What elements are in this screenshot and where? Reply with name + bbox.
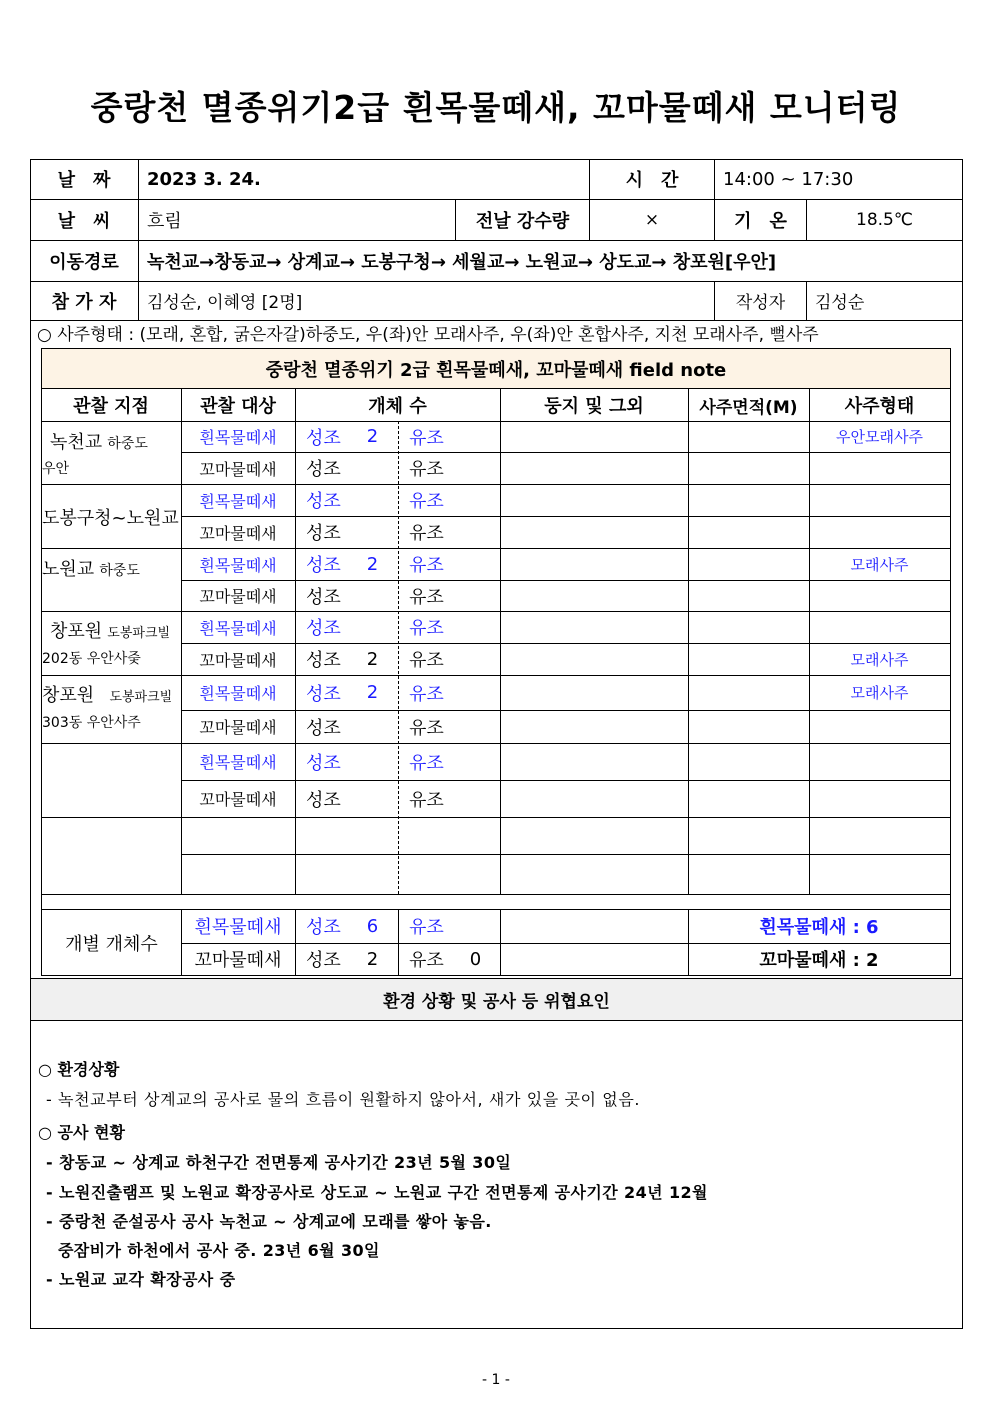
totals-species-white-throated: 흰목물떼새 (194, 917, 282, 938)
participants-label: 참 가 자 (51, 291, 117, 313)
juvenile-label: 유조 (409, 650, 444, 671)
time-label: 시 간 (625, 170, 679, 191)
sandbar-type: 모래사주 (850, 650, 909, 669)
juvenile-label: 유조 (409, 491, 444, 512)
totals-juvenile-a: 유조 (409, 917, 444, 938)
col-type: 사주형태 (844, 396, 915, 417)
env-item: - 녹천교부터 상계교의 공사로 물의 흐름이 원활하지 않아서, 새가 있을 곳이 없음. (46, 1090, 641, 1109)
species-white-throated: 흰목물떼새 (199, 618, 277, 638)
sandbar-type: 모래사주 (850, 684, 909, 702)
species-white-throated: 흰목물떼새 (199, 428, 277, 447)
rain-value: × (644, 209, 660, 230)
adult-label: 성조 (306, 752, 341, 774)
juvenile-label: 유조 (409, 586, 444, 608)
species-little-ringed: 꼬마물떼새 (199, 587, 277, 606)
adult-label: 성조 (306, 717, 341, 739)
adult-label: 성조 (306, 491, 341, 512)
totals-adult-b: 성조 2 (306, 948, 379, 971)
juvenile-label: 유조 (409, 459, 444, 480)
species-white-throated: 흰목물떼새 (199, 491, 277, 511)
temp-label: 기 온 (734, 210, 787, 232)
juvenile-label: 유조 (409, 427, 444, 449)
route-value: 녹천교→창동교→ 상계교→ 도봉구청→ 세월교→ 노원교→ 상도교→ 창포원[우안] (147, 251, 777, 273)
construction-item: - 노원교 교각 확장공사 중 (46, 1270, 236, 1289)
construction-heading: ○ 공사 현황 (38, 1123, 125, 1142)
adult-label: 성조 2 (306, 682, 379, 705)
temp-value: 18.5℃ (856, 209, 913, 230)
env-heading: ○ 환경상황 (38, 1060, 120, 1079)
col-area: 사주면적(M) (699, 397, 798, 418)
adult-label: 성조 2 (306, 426, 379, 449)
time-value: 14:00 ~ 17:30 (723, 168, 854, 190)
species-little-ringed: 꼬마물떼새 (199, 790, 277, 809)
route-label: 이동경로 (49, 251, 119, 273)
adult-label: 성조 (306, 586, 341, 608)
col-nest: 둥지 및 그외 (544, 396, 644, 417)
site-dobong-nowon: 도봉구청~노원교 (42, 507, 179, 529)
juvenile-label: 유조 (409, 555, 444, 576)
site-changpowon-202: 창포원 도봉파크빌 202동 우안사줒 (42, 621, 171, 667)
field-note-title: 중랑천 멸종위기 2급 흰목물떼새, 꼬마물떼새 field note (265, 359, 727, 381)
author-label: 작성자 (735, 293, 786, 313)
rain-label: 전날 강수량 (475, 210, 570, 232)
date-label: 날 짜 (57, 170, 111, 191)
juvenile-label: 유조 (409, 683, 444, 705)
adult-label: 성조 (306, 459, 341, 480)
species-white-throated: 흰목물떼새 (199, 753, 277, 772)
species-white-throated: 흰목물떼새 (199, 684, 277, 703)
adult-label: 성조 2 (306, 648, 379, 671)
species-little-ringed: 꼬마물떼새 (199, 523, 277, 543)
totals-species-little-ringed: 꼬마물떼새 (194, 950, 282, 971)
col-target: 관찰 대상 (200, 396, 276, 417)
summary-white-throated: 흰목물떼새 : 6 (759, 917, 879, 938)
juvenile-label: 유조 (409, 717, 444, 739)
adult-label: 성조 (306, 789, 341, 811)
adult-label: 성조 2 (306, 553, 379, 576)
species-little-ringed: 꼬마물떼새 (199, 650, 277, 670)
juvenile-label: 유조 (409, 789, 444, 811)
threats-title: 환경 상황 및 공사 등 위협요인 (383, 992, 610, 1012)
weather-label: 날 씨 (57, 210, 111, 232)
site-changpowon-303: 창포원 도봉파크빌 303동 우안사주 (42, 685, 173, 731)
species-little-ringed: 꼬마물떼새 (199, 718, 277, 737)
species-little-ringed: 꼬마물떼새 (199, 459, 277, 479)
summary-little-ringed: 꼬마물떼새 : 2 (759, 950, 879, 971)
participants-value: 김성순, 이혜영 [2명] (147, 293, 303, 313)
construction-item: - 중랑천 준설공사 공사 녹천교 ~ 상계교에 모래를 쌓아 놓음. (46, 1212, 492, 1231)
totals-juvenile-b: 유조 0 (409, 948, 482, 971)
construction-item: 중잠비가 하천에서 공사 중. 23년 6월 30일 (46, 1241, 380, 1260)
juvenile-label: 유조 (409, 752, 444, 774)
construction-item: - 창동교 ~ 상계교 하천구간 전면통제 공사기간 23년 5월 30일 (46, 1153, 512, 1172)
page-title: 중랑천 멸종위기2급 흰목물떼새, 꼬마물떼새 모니터링 (90, 88, 902, 127)
totals-label: 개별 개체수 (65, 933, 158, 955)
totals-adult-a: 성조 6 (306, 915, 379, 938)
sandbar-type: 우안모래사주 (836, 428, 923, 446)
page-number: - 1 - (482, 1372, 510, 1388)
author-value: 김성순 (815, 293, 865, 313)
sandbar-types-note: ○ 사주형태 : (모래, 혼합, 굵은자갈)하중도, 우(좌)안 모래사주, 우(좌)안 혼합사주, 지천 모래사주, 뻘사주 (37, 324, 819, 344)
construction-item: - 노원진출램프 및 노원교 확장공사로 상도교 ~ 노원교 구간 전면통제 공사기간 24년 12월 (46, 1183, 708, 1202)
sandbar-type: 모래사주 (850, 555, 909, 574)
date-value: 2023 3. 24. (147, 168, 261, 190)
site-nokcheongyo: 녹천교 하중도 우안 (42, 432, 148, 477)
site-nowongyo: 노원교 하중도 (42, 559, 140, 580)
col-site: 관찰 지점 (73, 396, 149, 417)
species-white-throated: 흰목물떼새 (199, 555, 277, 575)
adult-label: 성조 (306, 618, 341, 639)
weather-value: 흐림 (147, 210, 182, 232)
juvenile-label: 유조 (409, 523, 444, 544)
juvenile-label: 유조 (409, 618, 444, 639)
col-count: 개체 수 (368, 396, 427, 417)
adult-label: 성조 (306, 523, 341, 544)
